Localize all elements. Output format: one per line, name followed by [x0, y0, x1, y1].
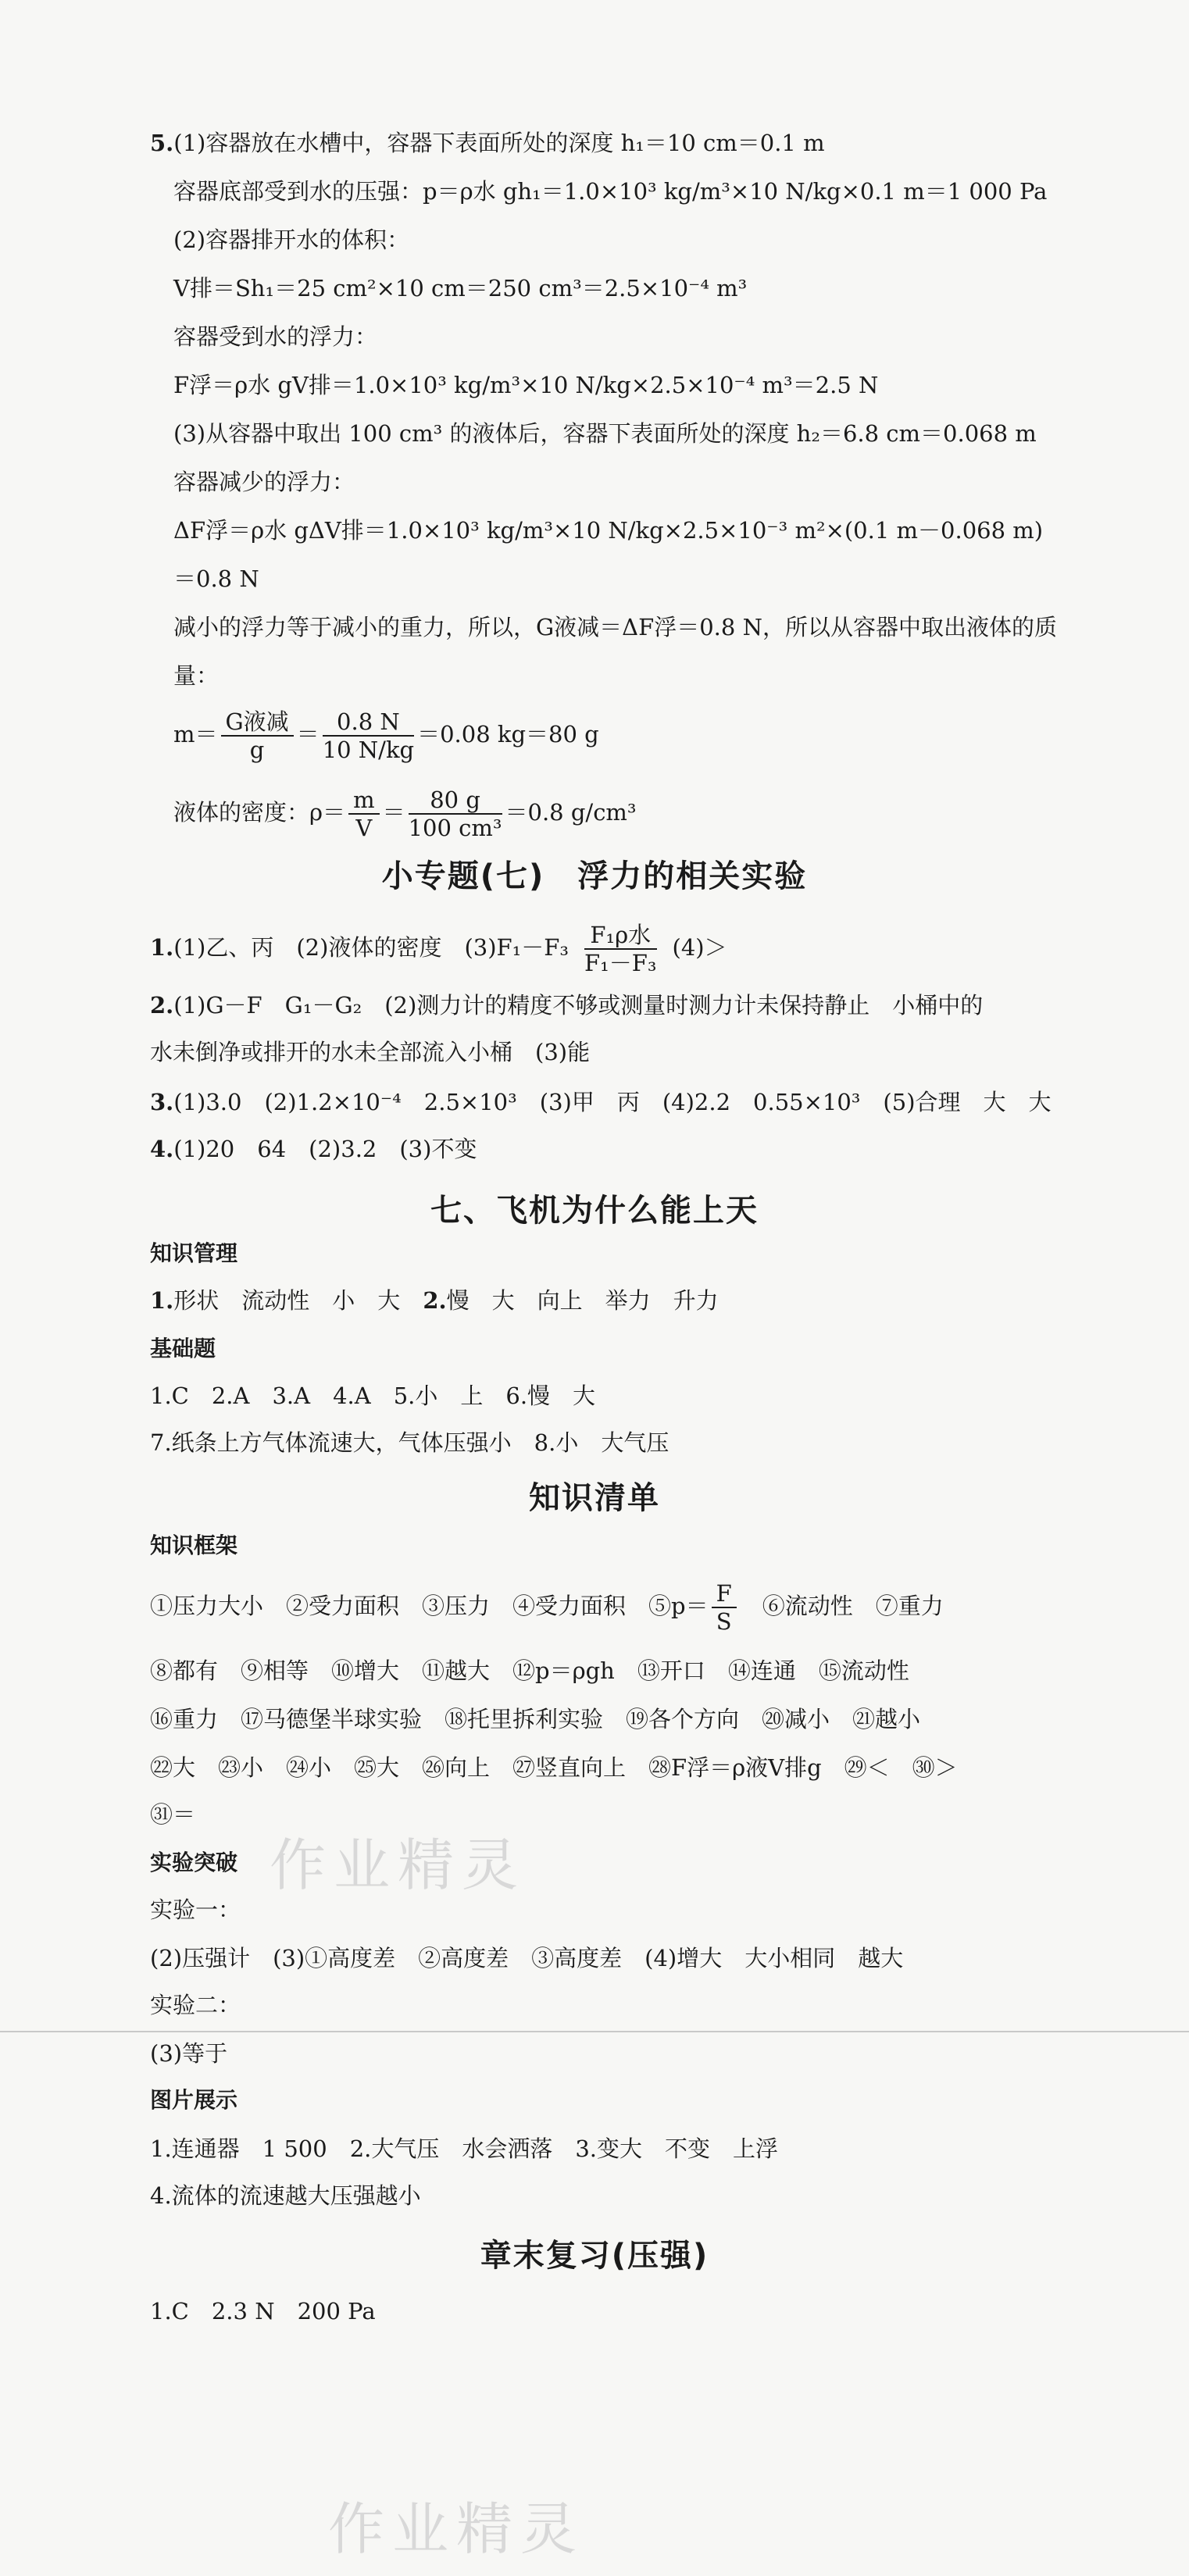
- answer-number: 2.: [150, 992, 174, 1019]
- fraction-numerator: 0.8 N: [323, 708, 414, 737]
- framework-text: ⑥流动性 ⑦重力: [762, 1593, 944, 1619]
- answer-text: (1)3.0 (2)1.2×10⁻⁴ 2.5×10³ (3)甲 丙 (4)2.2 0.55×10³ (5)合理 大 大: [173, 1089, 1052, 1115]
- fraction-denominator: 10 N/kg: [322, 737, 415, 763]
- basic-answers-line-1: 1.C 2.A 3.A 4.A 5.小 上 6.慢 大: [150, 1383, 596, 1409]
- fraction: [584, 922, 657, 976]
- subheading-basic-questions: 基础题: [150, 1336, 216, 1361]
- watermark-stamp: 作业精灵: [270, 1832, 527, 1898]
- answer-text: (4)＞: [672, 934, 727, 961]
- answer-5-line-8: 容器减少的浮力：: [173, 469, 355, 495]
- formula-text: ＝0.08 kg＝80 g: [417, 721, 599, 747]
- subheading-knowledge-management: 知识管理: [150, 1240, 238, 1266]
- topic7-answer-2-cont: 水未倒净或排开的水未全部流入小桶 (3)能: [150, 1039, 591, 1065]
- answer-number: 5.: [150, 130, 174, 156]
- answer-5-line-1: [150, 127, 825, 159]
- subheading-knowledge-framework: 知识框架: [150, 1532, 238, 1558]
- answer-text: (1)乙、丙 (2)液体的密度 (3)F₁－F₃: [173, 934, 570, 961]
- picture-answers-line-1: 1.连通器 1 500 2.大气压 水会洒落 3.变大 不变 上浮: [150, 2135, 779, 2162]
- answer-5-line-9: ΔF浮＝ρ水 gΔV排＝1.0×10³ kg/m³×10 N/kg×2.5×10⁻³ m²×(0.1 m－0.068 m): [173, 517, 1044, 544]
- fraction: [409, 787, 502, 841]
- fraction: [348, 787, 380, 841]
- fraction: [221, 708, 294, 763]
- density-formula: [173, 781, 637, 844]
- answer-5-line-3: (2)容器排开水的体积：: [173, 227, 410, 253]
- fraction-numerator: m: [348, 787, 380, 815]
- fraction-numerator: F: [712, 1580, 737, 1608]
- watermark-stamp: 作业精灵: [328, 2496, 585, 2562]
- page-divider: [0, 2031, 1189, 2032]
- topic7-answer-3: [150, 1086, 1052, 1119]
- formula-text: ＝: [296, 721, 320, 747]
- answer-number: 1.: [150, 934, 174, 961]
- fraction-denominator: S: [716, 1608, 732, 1635]
- answer-5-line-7: (3)从容器中取出 100 cm³ 的液体后，容器下表面所处的深度 h₂＝6.8 cm＝0.068 m: [173, 420, 1037, 447]
- answer-5-line-12: 量：: [173, 662, 220, 689]
- formula-text: m＝: [173, 721, 218, 747]
- answer-5-line-10: ＝0.8 N: [173, 566, 259, 592]
- framework-row-5: ㉛＝: [150, 1801, 196, 1828]
- formula-text: 液体的密度：ρ＝: [173, 799, 346, 826]
- experiment-1-answers: (2)压强计 (3)①高度差 ②高度差 ③高度差 (4)增大 大小相同 越大: [150, 1945, 904, 1971]
- framework-row-1: [150, 1575, 944, 1637]
- mass-formula: [173, 703, 599, 765]
- answer-5-line-11: 减小的浮力等于减小的重力，所以，G液减＝ΔF浮＝0.8 N，所以从容器中取出液体的质: [173, 614, 1057, 640]
- fraction-numerator: F₁ρ水: [584, 922, 657, 950]
- fraction-denominator: 100 cm³: [408, 815, 502, 841]
- section-title-special-topic-7: 小专题(七) 浮力的相关实验: [381, 858, 808, 894]
- answer-text: 形状 流动性 小 大: [173, 1287, 401, 1314]
- fraction-denominator: g: [249, 737, 265, 763]
- section-title-airplane: 七、飞机为什么能上天: [430, 1193, 759, 1229]
- answer-number: 2.: [423, 1287, 447, 1314]
- fraction: [323, 708, 414, 763]
- basic-answers-line-2: 7.纸条上方气体流速大，气体压强小 8.小 大气压: [150, 1429, 669, 1456]
- fraction-numerator: 80 g: [409, 787, 502, 815]
- answer-text: (1)20 64 (2)3.2 (3)不变: [173, 1136, 477, 1162]
- fraction: [712, 1580, 737, 1635]
- answer-5-line-2: 容器底部受到水的压强：p＝ρ水 gh₁＝1.0×10³ kg/m³×10 N/kg×0.1 m＝1 000 Pa: [173, 178, 1048, 205]
- answer-text: (1)G－F G₁－G₂ (2)测力计的精度不够或测量时测力计未保持静止 小桶中的: [173, 992, 984, 1019]
- answer-5-line-5: 容器受到水的浮力：: [173, 323, 378, 350]
- framework-text: ①压力大小 ②受力面积 ③压力 ④受力面积 ⑤p＝: [150, 1593, 709, 1619]
- answer-number: 3.: [150, 1089, 174, 1115]
- experiment-2-answers: (3)等于: [150, 2040, 228, 2067]
- picture-answers-line-2: 4.流体的流速越大压强越小: [150, 2182, 421, 2209]
- section-title-knowledge-list: 知识清单: [529, 1480, 660, 1516]
- answer-text: (1)容器放在水槽中，容器下表面所处的深度 h₁＝10 cm＝0.1 m: [173, 130, 825, 156]
- experiment-2-label: 实验二：: [150, 1992, 241, 2018]
- answer-text: 慢 大 向上 举力 升力: [446, 1287, 719, 1314]
- framework-row-4: ㉒大 ㉓小 ㉔小 ㉕大 ㉖向上 ㉗竖直向上 ㉘F浮＝ρ液V排g ㉙＜ ㉚＞: [150, 1754, 958, 1781]
- experiment-1-label: 实验一：: [150, 1896, 241, 1923]
- framework-row-2: ⑧都有 ⑨相等 ⑩增大 ⑪越大 ⑫p＝ρgh ⑬开口 ⑭连通 ⑮流动性: [150, 1657, 909, 1684]
- subheading-picture-display: 图片展示: [150, 2087, 238, 2113]
- answer-number: 1.: [150, 1287, 174, 1314]
- formula-text: ＝: [382, 799, 405, 826]
- fraction-denominator: F₁－F₃: [584, 950, 657, 976]
- section-title-chapter-review: 章末复习(压强): [480, 2238, 709, 2274]
- review-answers-line-1: 1.C 2.3 N 200 Pa: [150, 2298, 376, 2324]
- fraction-numerator: G液减: [221, 708, 294, 737]
- framework-row-3: ⑯重力 ⑰马德堡半球实验 ⑱托里拆利实验 ⑲各个方向 ⑳减小 ㉑越小: [150, 1706, 921, 1732]
- formula-text: ＝0.8 g/cm³: [505, 799, 637, 826]
- knowledge-management-answers: [150, 1284, 719, 1317]
- answer-number: 4.: [150, 1136, 174, 1162]
- fraction-denominator: V: [355, 815, 373, 841]
- answer-5-line-6: F浮＝ρ水 gV排＝1.0×10³ kg/m³×10 N/kg×2.5×10⁻⁴ m³＝2.5 N: [173, 372, 879, 398]
- topic7-answer-4: [150, 1133, 477, 1165]
- subheading-experiments: 实验突破: [150, 1850, 238, 1875]
- topic7-answer-1: [150, 922, 727, 976]
- topic7-answer-2: [150, 989, 983, 1022]
- answer-5-line-4: V排＝Sh₁＝25 cm²×10 cm＝250 cm³＝2.5×10⁻⁴ m³: [173, 275, 748, 301]
